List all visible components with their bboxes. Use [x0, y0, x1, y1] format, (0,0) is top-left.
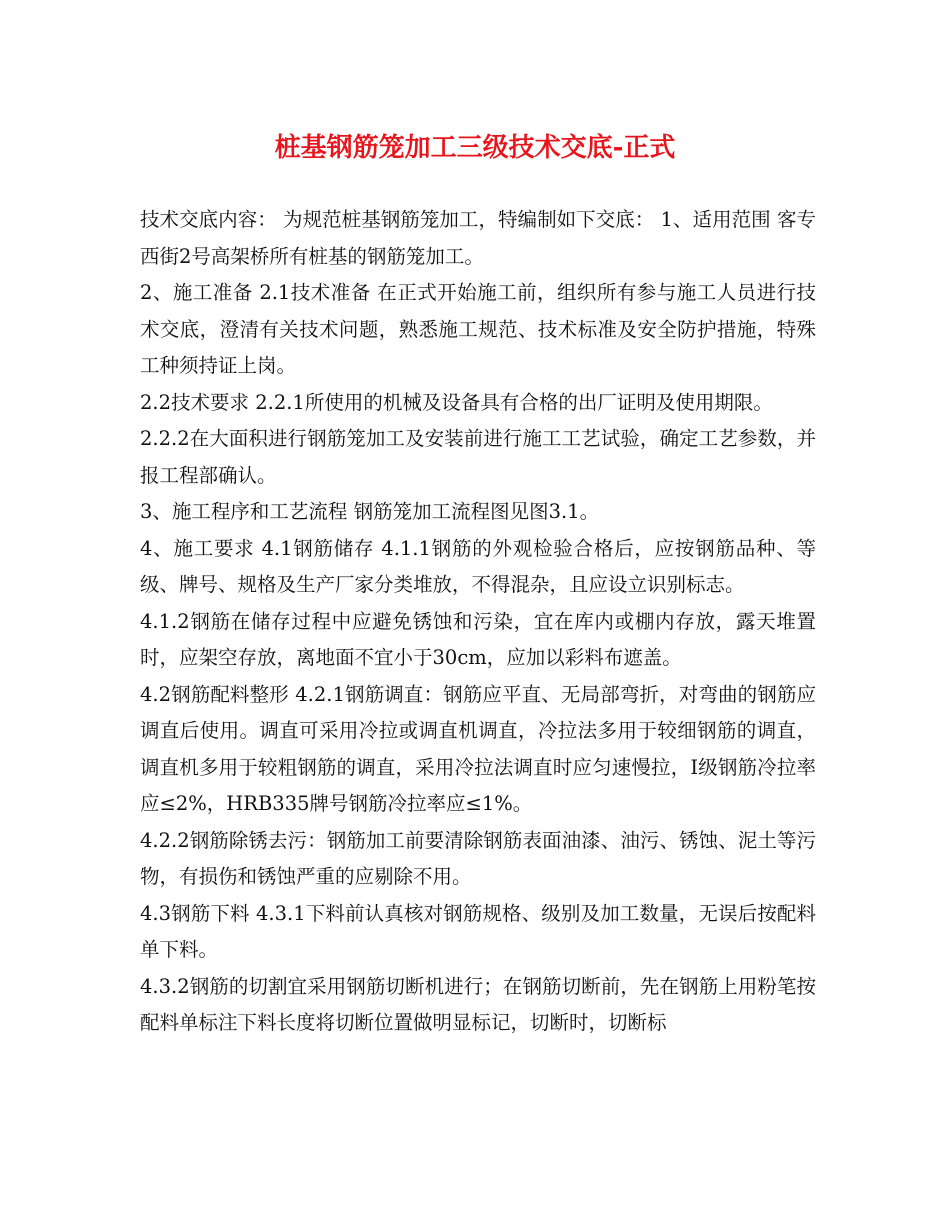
paragraph: 2.2.2在大面积进行钢筋笼加工及安装前进行施工工艺试验，确定工艺参数，并报工程部确认。	[140, 427, 816, 487]
paragraph: 技术交底内容： 为规范桩基钢筋笼加工，特编制如下交底： 1、适用范围 客专西街2号高架桥所有桩基的钢筋笼加工。	[140, 208, 816, 268]
paragraph: 4.2钢筋配料整形 4.2.1钢筋调直：钢筋应平直、无局部弯折，对弯曲的钢筋应调直后使用。调直可采用冷拉或调直机调直，冷拉法多用于较细钢筋的调直，调直机多用于较粗钢筋的调直，采用冷拉法调直时应匀速慢拉，Ⅰ级钢筋冷拉率应≤2%，HRB335牌号钢筋冷拉率应≤1%。	[140, 682, 816, 815]
document-title: 桩基钢筋笼加工三级技术交底-正式	[274, 133, 676, 163]
paragraph: 4、施工要求 4.1钢筋储存 4.1.1钢筋的外观检验合格后，应按钢筋品种、等级、牌号、规格及生产厂家分类堆放，不得混杂，且应设立识别标志。	[140, 536, 816, 596]
paragraph: 2、施工准备 2.1技术准备 在正式开始施工前，组织所有参与施工人员进行技术交底，澄清有关技术问题，熟悉施工规范、技术标准及安全防护措施，特殊工种须持证上岗。	[140, 281, 816, 377]
paragraph: 2.2技术要求 2.2.1所使用的机械及设备具有合格的出厂证明及使用期限。	[140, 390, 773, 414]
paragraph: 4.3.2钢筋的切割宜采用钢筋切断机进行；在钢筋切断前，先在钢筋上用粉笔按配料单标注下料长度将切断位置做明显标记，切断时，切断标	[140, 974, 816, 1034]
paragraph: 4.2.2钢筋除锈去污：钢筋加工前要清除钢筋表面油漆、油污、锈蚀、泥土等污物，有损伤和锈蚀严重的应剔除不用。	[140, 828, 816, 888]
paragraph: 3、施工程序和工艺流程 钢筋笼加工流程图见图3.1。	[140, 500, 600, 523]
paragraph: 4.1.2钢筋在储存过程中应避免锈蚀和污染，宜在库内或棚内存放，露天堆置时，应架空存放，离地面不宜小于30cm，应加以彩料布遮盖。	[140, 609, 816, 669]
document-body	[140, 202, 816, 1042]
paragraph: 4.3钢筋下料 4.3.1下料前认真核对钢筋规格、级别及加工数量，无误后按配料单下料。	[140, 901, 816, 961]
